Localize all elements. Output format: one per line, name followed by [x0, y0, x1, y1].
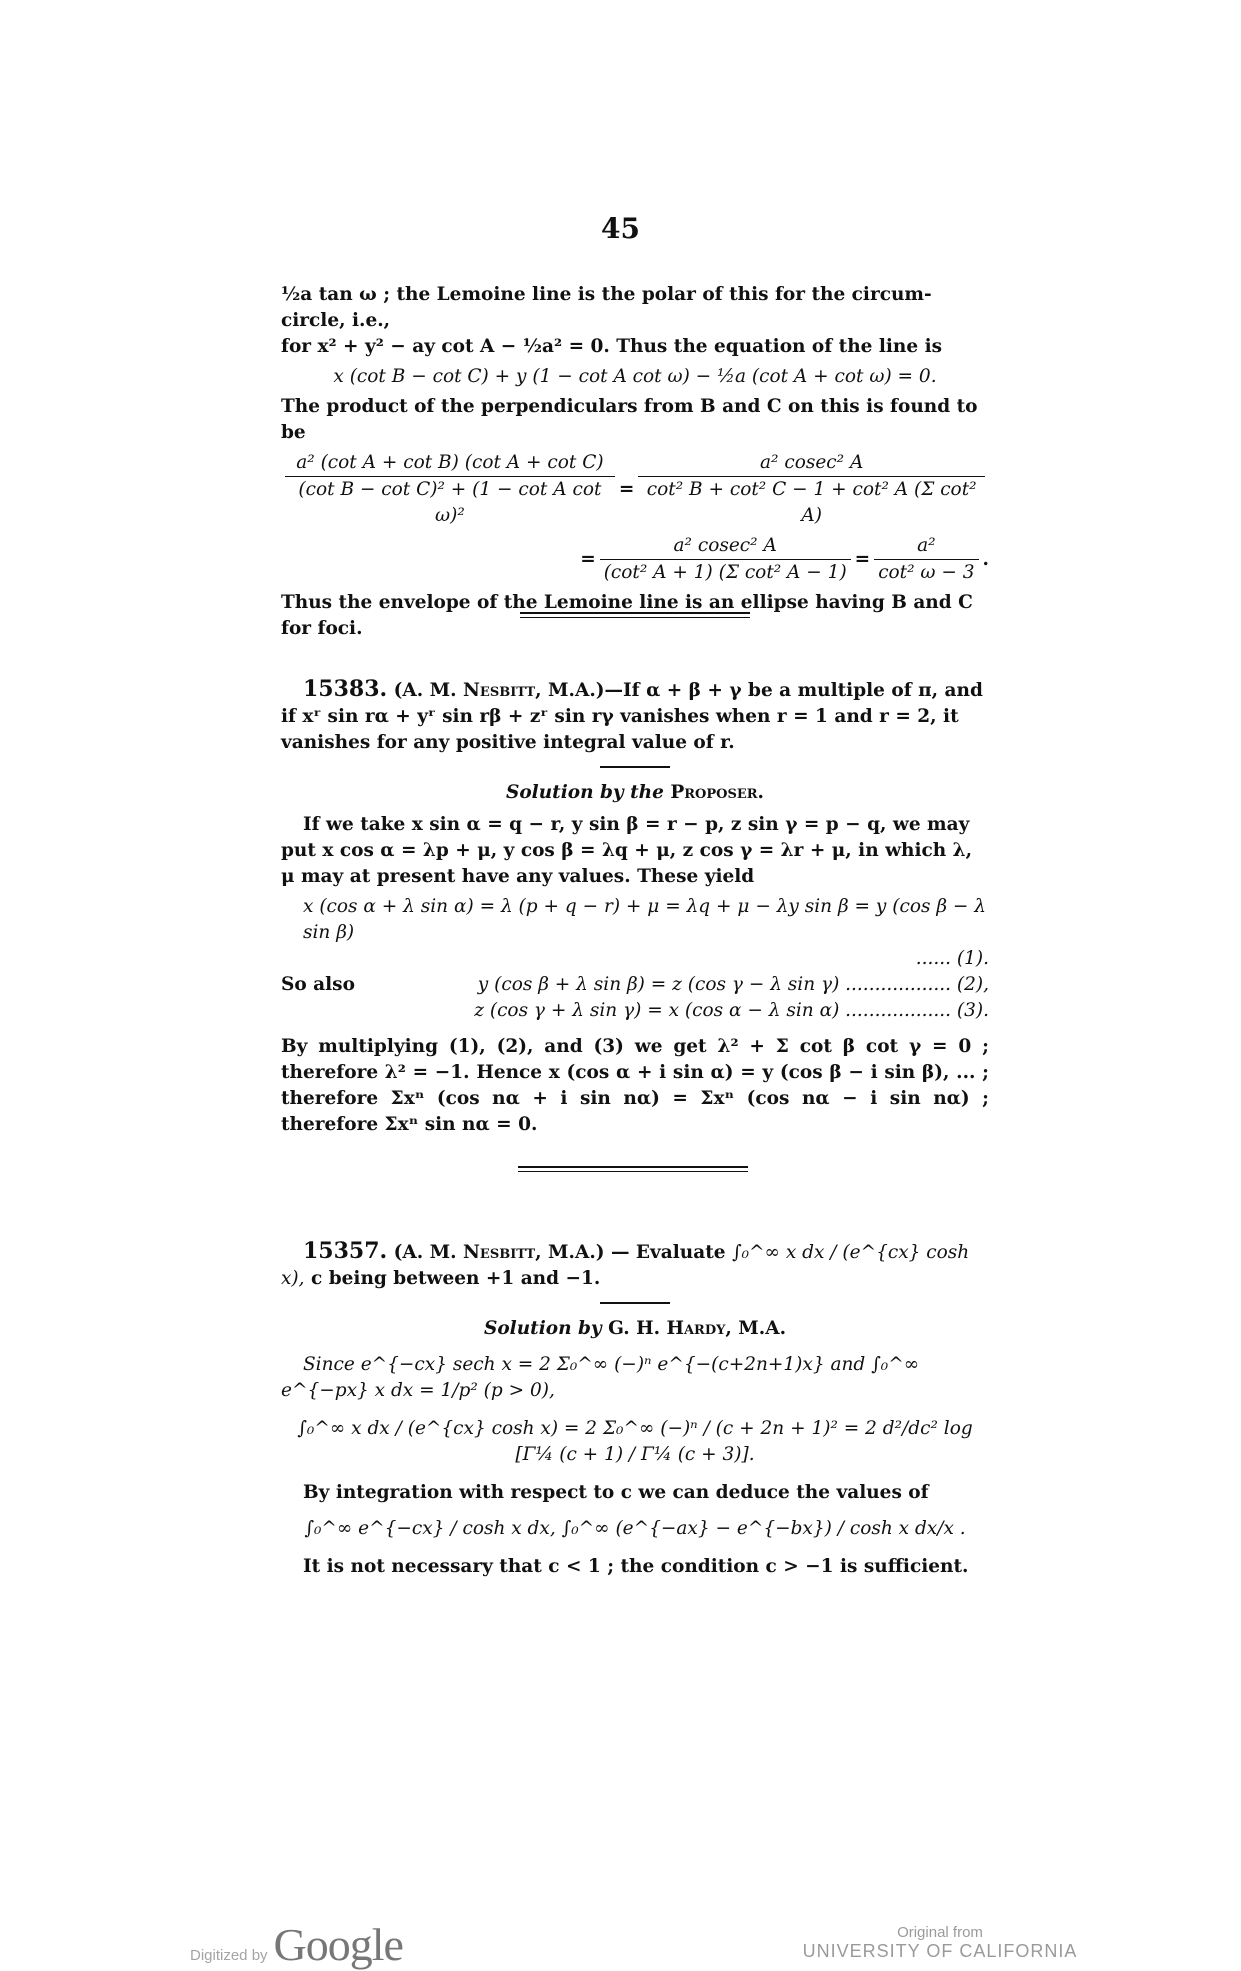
page-number: 45 [601, 212, 640, 245]
text-line: By integration with respect to c we can deduce the values of [303, 1482, 929, 1503]
solution-heading: Solution by G. H. Hardy, M.A. [483, 1318, 787, 1339]
problem-statement [281, 1238, 989, 1292]
integral: ∫₀^∞ x dx / (e^{cx} cosh x), [281, 1242, 970, 1289]
top-block [281, 282, 989, 642]
problem-15383 [281, 676, 989, 1138]
short-rule [600, 1302, 670, 1304]
equation: x (cot B − cot C) + y (1 − cot A cot ω) − ½a (cot A + cot ω) = 0. [333, 366, 937, 387]
problem-statement [281, 676, 989, 756]
section-divider [520, 612, 750, 618]
fraction: $\frac{\text{a² (cot A + cot B) (cot A + cot C)}}{\text{(cot B − cot C)² + (1 − cot A cot ω)²}}$ [285, 450, 615, 529]
hathitrust-watermark [0, 950, 2, 1850]
google-logo: Google [273, 1919, 403, 1970]
problem-text: —If α + β + γ be a multiple of π, and if xʳ sin rα + yʳ sin rβ + zʳ sin rγ vanishes when r = 1 and r = 2, it vanishes for any positive integral value of r. [281, 680, 983, 753]
double-rule [520, 612, 750, 618]
original-from: Original from UNIVERSITY OF CALIFORNIA [802, 1924, 1078, 1961]
equation-fractions: = $\frac{\text{a² cosec² A}}{\text{(cot² A + 1) (Σ cot² A − 1)}}$ = $\frac{\text{a²}}{\text{cot² ω − 3}}$ . [281, 533, 989, 586]
digitized-by-google: Digitized by Google [190, 1919, 403, 1970]
equation-tag: ...... (1). [915, 948, 989, 969]
solution-paragraph: If we take x sin α = q − r, y sin β = r − p, z sin γ = p − q, we may put x cos α = λp + μ, y cos β = λq + μ, z cos γ = λr + μ, in which λ, μ may at present have any values. These yield [281, 814, 973, 887]
problem-15357 [281, 1238, 989, 1580]
equation-row [281, 972, 989, 998]
fraction: $\frac{\text{a² cosec² A}}{\text{(cot² A + 1) (Σ cot² A − 1)}}$ [600, 533, 851, 586]
so-also-label: So also [281, 974, 355, 995]
equation: x (cos α + λ sin α) = λ (p + q − r) + μ = λq + μ − λy sin β = y (cos β − λ sin β) [303, 896, 987, 943]
fraction: $\frac{\text{a² cosec² A}}{\text{cot² B + cot² C − 1 + cot² A (Σ cot² A)}}$ [638, 450, 985, 529]
equation-fractions: $\frac{\text{a² (cot A + cot B) (cot A + cot C)}}{\text{(cot B − cot C)² + (1 − cot A cot ω)²}}$ = $\frac{\text{a² cosec² A}}{\text{cot² B + cot² C − 1 + cot² A (Σ cot² A)}}$ [281, 450, 989, 529]
section-divider [518, 1166, 748, 1172]
text-line: The product of the perpendiculars from B and C on this is found to be [281, 396, 978, 443]
solution-heading: Solution by the Proposer. [505, 782, 764, 803]
equation: y (cos β + λ sin β) = z (cos γ − λ sin γ) .................. (2), [477, 974, 989, 995]
problem-number: 15383. [303, 676, 388, 702]
problem-text: c being between +1 and −1. [311, 1268, 601, 1289]
equation: ∫₀^∞ x dx / (e^{cx} cosh x) = 2 Σ₀^∞ (−)ⁿ / (c + 2n + 1)² = 2 d²/dc² log [Γ¼ (c + 1) / Γ¼ (c + 3)]. [297, 1418, 973, 1465]
fraction: $\frac{\text{a²}}{\text{cot² ω − 3}}$ [874, 533, 978, 586]
solution-paragraph: By multiplying (1), (2), and (3) we get λ² + Σ cot β cot γ = 0 ; therefore λ² = −1. Hence x (cos α + i sin α) = y (cos β − i sin β), ... ; therefore Σxⁿ (cos nα + i sin nα) = Σxⁿ (cos nα − i sin nα) ; therefore Σxⁿ sin nα = 0. [281, 1036, 989, 1135]
equation: z (cos γ + λ sin γ) = x (cos α − λ sin α) .................. (3). [474, 1000, 989, 1021]
problem-text: — Evaluate [610, 1242, 726, 1263]
text-line: ½a tan ω ; the Lemoine line is the polar of this for the circum-circle, i.e., [281, 284, 932, 331]
problem-author: (A. M. Nesbitt, M.A.) [393, 1242, 605, 1263]
text-line: Thus the envelope of the Lemoine line is an ellipse having B and C for foci. [281, 592, 973, 639]
text-line: It is not necessary that c < 1 ; the condition c > −1 is sufficient. [303, 1556, 969, 1577]
double-rule [518, 1166, 748, 1172]
equation: ∫₀^∞ e^{−cx} / cosh x dx, ∫₀^∞ (e^{−ax} − e^{−bx}) / cosh x dx/x . [304, 1518, 966, 1539]
problem-author: (A. M. Nesbitt, M.A.) [393, 680, 605, 701]
short-rule [600, 766, 670, 768]
equation: Since e^{−cx} sech x = 2 Σ₀^∞ (−)ⁿ e^{−(c+2n+1)x} and ∫₀^∞ e^{−px} x dx = 1/p² (p > 0), [281, 1354, 920, 1401]
problem-number: 15357. [303, 1238, 388, 1264]
text-line: for x² + y² − ay cot A − ½a² = 0. Thus the equation of the line is [281, 336, 943, 357]
